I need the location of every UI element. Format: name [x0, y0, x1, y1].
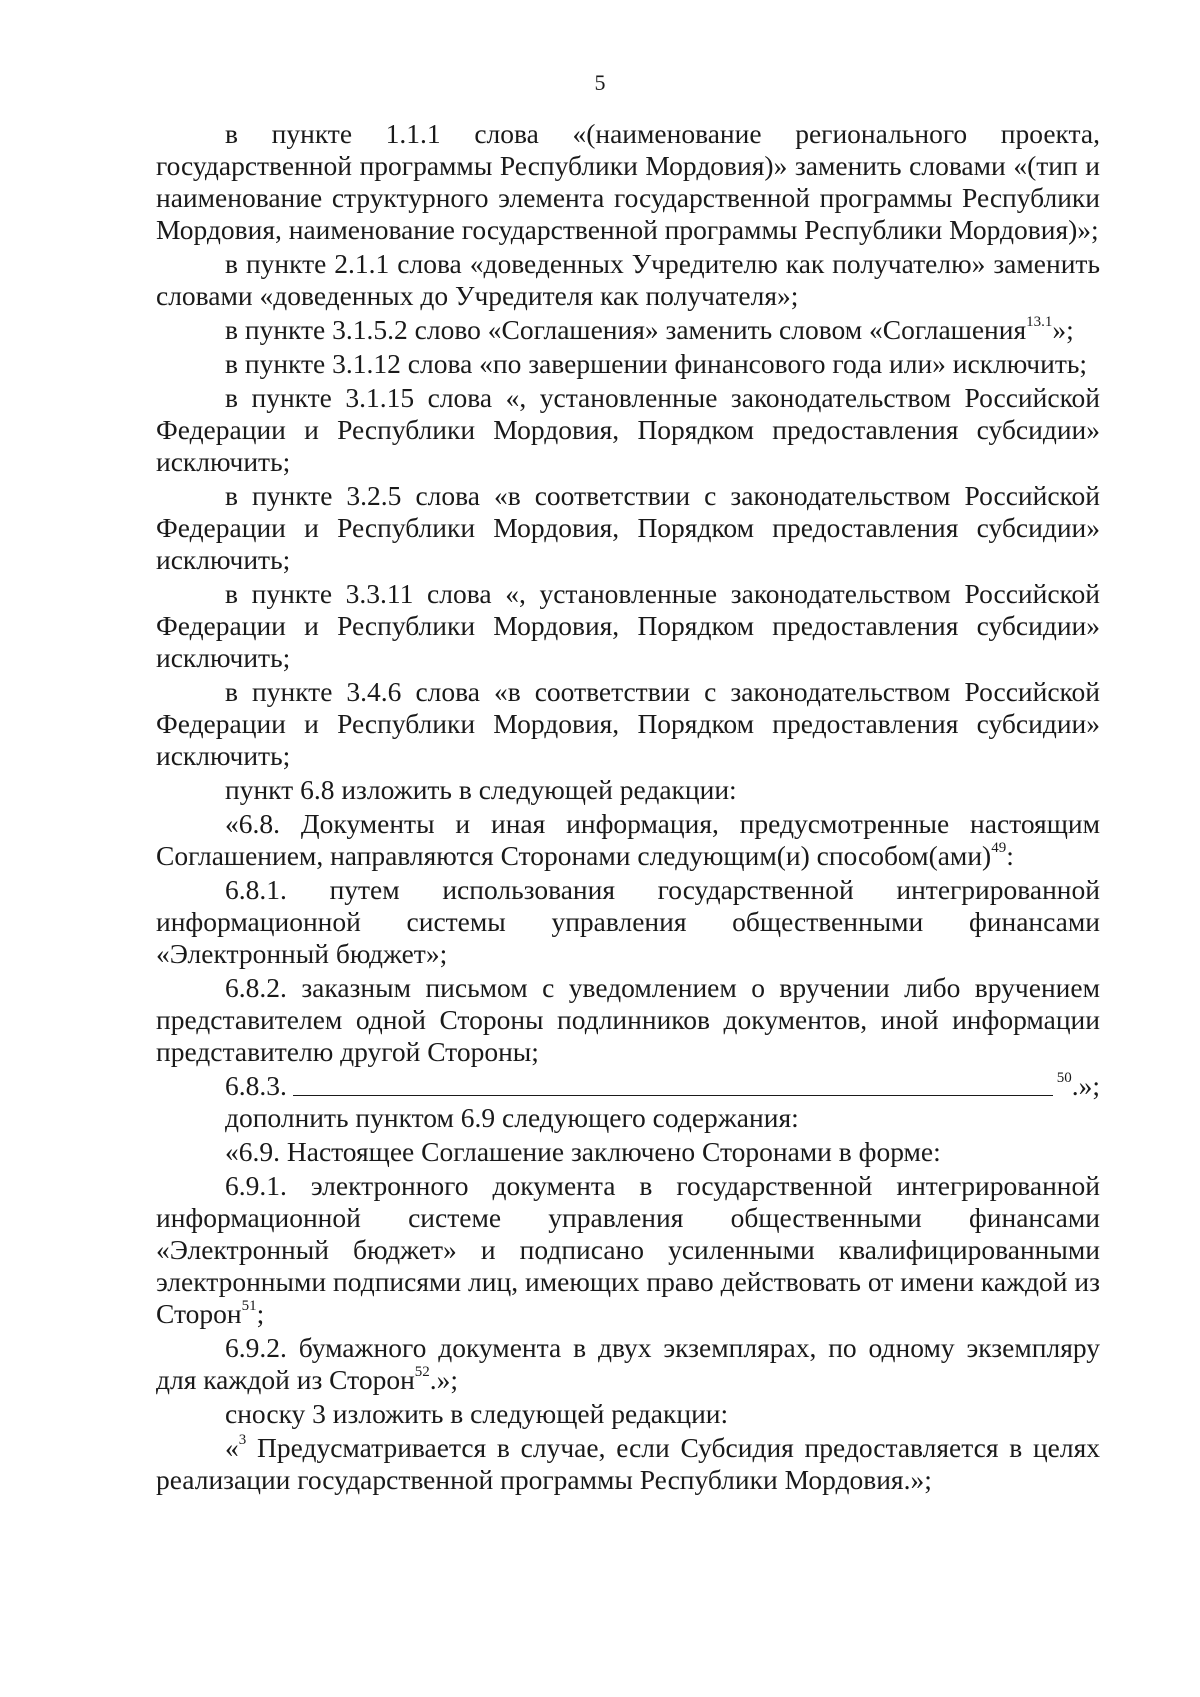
- footnote-ref: 3: [238, 1431, 247, 1448]
- paragraph-text: в пункте 1.1.1 слова «(наименование регионального проекта, государственной программы Республики Мордовия)» заменить словами «(тип и наименование структурного элемента государственной программы Республики Мордовия, наименование государственной программы Республики Мордовия)»;: [156, 118, 1100, 245]
- amendments-list-2: [156, 1102, 1100, 1496]
- footnote-ref: 13.1: [1026, 313, 1053, 330]
- paragraph-text: .»;: [429, 1364, 459, 1395]
- paragraph-text: в пункте 3.1.5.2 слово «Соглашения» заменить словом «Соглашения: [225, 314, 1027, 345]
- fill-in-line: [293, 1094, 1053, 1096]
- paragraph-text: «: [225, 1432, 239, 1463]
- paragraph: [156, 1332, 1100, 1396]
- paragraph: [156, 676, 1100, 772]
- paragraph-text: сноску 3 изложить в следующей редакции:: [225, 1398, 729, 1429]
- paragraph-text: в пункте 3.4.6 слова «в соответствии с законодательством Российской Федерации и Республики Мордовия, Порядком предоставления субсидии» исключить;: [156, 676, 1100, 771]
- blank-line-item: [156, 1070, 1100, 1102]
- footnote-ref: 50: [1056, 1069, 1072, 1086]
- paragraph: [156, 1432, 1100, 1496]
- paragraph-text: ;: [256, 1298, 265, 1329]
- paragraph-text: пункт 6.8 изложить в следующей редакции:: [225, 774, 737, 805]
- paragraph-text: в пункте 3.2.5 слова «в соответствии с законодательством Российской Федерации и Республики Мордовия, Порядком предоставления субсидии» исключить;: [156, 480, 1100, 575]
- paragraph-text: в пункте 3.1.12 слова «по завершении финансового года или» исключить;: [225, 348, 1088, 379]
- paragraph: [156, 348, 1100, 380]
- paragraph-text: в пункте 2.1.1 слова «доведенных Учредителю как получателю» заменить словами «доведенных до Учредителя как получателя»;: [156, 248, 1100, 311]
- paragraph: [156, 1136, 1100, 1168]
- paragraph-text: 6.8.1. путем использования государственной интегрированной информационной системы управления общественными финансами «Электронный бюджет»;: [156, 874, 1100, 969]
- paragraph: [156, 808, 1100, 872]
- paragraph: [156, 972, 1100, 1068]
- paragraph: [156, 774, 1100, 806]
- paragraph: [156, 118, 1100, 246]
- paragraph-text: дополнить пунктом 6.9 следующего содержания:: [225, 1102, 799, 1133]
- footnote-ref: 52: [414, 1363, 430, 1380]
- paragraph: [156, 874, 1100, 970]
- paragraph-text: Предусматривается в случае, если Субсидия предоставляется в целях реализации государственной программы Республики Мордовия.»;: [156, 1432, 1100, 1495]
- paragraph-text: »;: [1052, 314, 1074, 345]
- document-body: [156, 118, 1100, 1498]
- paragraph: [156, 480, 1100, 576]
- paragraph-text: 6.9.1. электронного документа в государственной интегрированной информационной системе управления общественными финансами «Электронный бюджет» и подписано усиленными квалифицированными электронными подписями лиц, имеющих право действовать от имени каждой из Сторон: [156, 1170, 1100, 1329]
- page-number: 5: [594, 70, 606, 95]
- paragraph-text: «6.8. Документы и иная информация, предусмотренные настоящим Соглашением, направляются Сторонами следующим(и) способом(ами): [156, 808, 1100, 871]
- paragraph: [156, 1170, 1100, 1330]
- paragraph-text: 6.8.2. заказным письмом с уведомлением о вручении либо вручением представителем одной Стороны подлинников документов, иной информации представителю другой Стороны;: [156, 972, 1100, 1067]
- amendments-list-1: [156, 118, 1100, 1068]
- footnote-ref: 51: [241, 1297, 257, 1314]
- paragraph: [156, 382, 1100, 478]
- paragraph-text: в пункте 3.1.15 слова «, установленные законодательством Российской Федерации и Республики Мордовия, Порядком предоставления субсидии» исключить;: [156, 382, 1100, 477]
- blank-line-suffix: .»;: [1071, 1070, 1100, 1101]
- paragraph: [156, 1398, 1100, 1430]
- paragraph: [156, 248, 1100, 312]
- footnote-ref: 49: [991, 839, 1007, 856]
- paragraph-text: в пункте 3.3.11 слова «, установленные законодательством Российской Федерации и Республики Мордовия, Порядком предоставления субсидии» исключить;: [156, 578, 1100, 673]
- paragraph: [156, 1102, 1100, 1134]
- paragraph: [156, 314, 1100, 346]
- paragraph-text: 6.9.2. бумажного документа в двух экземплярах, по одному экземпляру для каждой из Сторон: [156, 1332, 1100, 1395]
- paragraph-text: :: [1006, 840, 1014, 871]
- blank-line-prefix: 6.8.3.: [225, 1070, 287, 1101]
- paragraph-text: «6.9. Настоящее Соглашение заключено Сторонами в форме:: [225, 1136, 941, 1167]
- paragraph: [156, 578, 1100, 674]
